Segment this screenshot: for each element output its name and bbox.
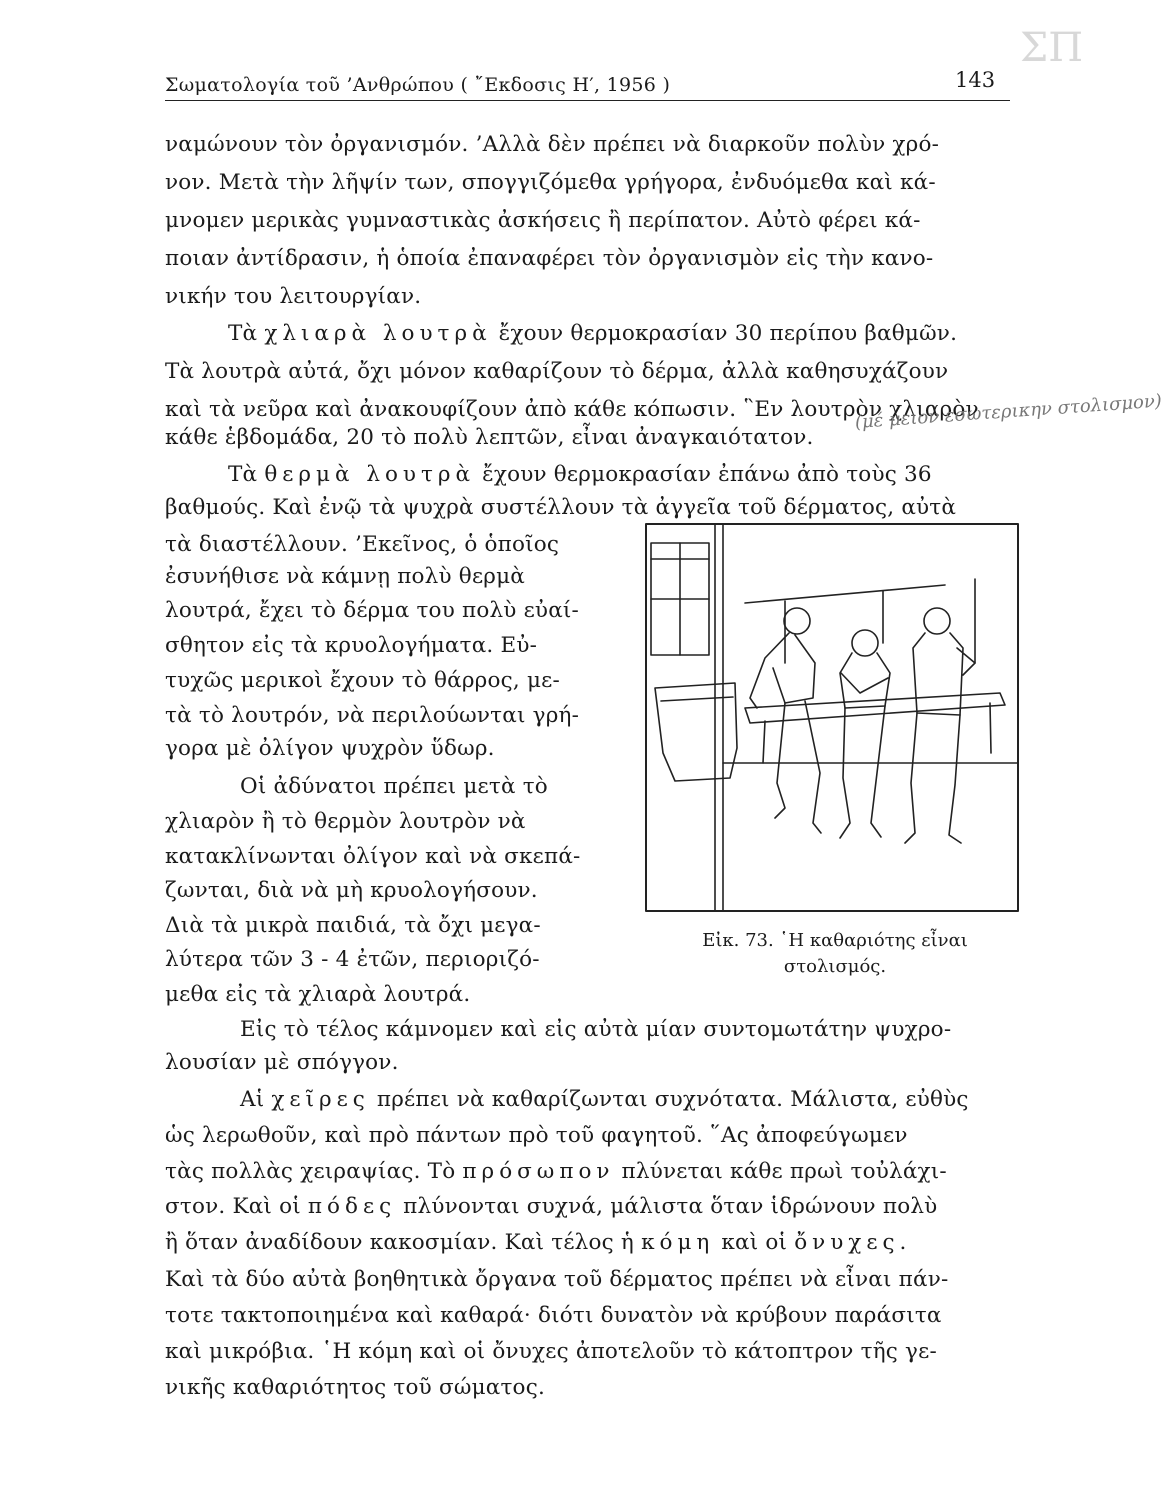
text-run: πλύνονται συχνά, μάλιστα ὅταν ἱδρώνουν πολὺ: [403, 1194, 938, 1219]
text-run: Τὰ: [228, 462, 258, 487]
text-line: κατακλίνωνται ὀλίγον καὶ νὰ σκεπά-: [165, 844, 581, 869]
spaced-term: πόδες: [307, 1194, 397, 1219]
text-line: [240, 1085, 969, 1115]
text-line: [165, 1192, 937, 1222]
text-line: τὰ διαστέλλουν. ’Εκεῖνος, ὁ ὁποῖος: [165, 532, 560, 557]
text-line: τυχῶς μερικοὶ ἔχουν τὸ θάρρος, με-: [165, 668, 560, 693]
text-line: νικῆς καθαριότητος τοῦ σώματος.: [165, 1375, 545, 1400]
text-line: σθητον εἰς τὰ κρυολογήματα. Εὐ-: [165, 633, 538, 658]
text-line: κάθε ἑβδομάδα, 20 τὸ πολὺ λεπτῶν, εἶναι ἀναγκαιότατον.: [165, 425, 814, 450]
corner-pencil-mark: ΣΠ: [1020, 25, 1084, 71]
text-line: [165, 1157, 947, 1187]
handwritten-margin-note: (μέ μειον εσωτερικην στολισμον): [854, 390, 1163, 433]
spaced-term: θερμὰ λουτρὰ: [264, 462, 476, 487]
text-line: νικήν του λειτουργίαν.: [165, 284, 422, 309]
text-line: Τὰ λουτρὰ αὐτά, ὄχι μόνον καθαρίζουν τὸ δέρμα, ἀλλὰ καθησυχάζουν: [165, 359, 949, 384]
text-line: ζωνται, διὰ νὰ μὴ κρυολογήσουν.: [165, 878, 538, 903]
text-line: λουσίαν μὲ σπόγγον.: [165, 1050, 399, 1075]
spaced-term: χλιαρὰ λουτρὰ: [264, 321, 492, 346]
text-run: Τὰ: [228, 321, 258, 346]
caption-line: στολισμός.: [783, 956, 887, 977]
text-run: Αἱ: [240, 1087, 265, 1112]
figure-caption: [670, 928, 1000, 980]
text-line: βαθμούς. Καὶ ἐνῷ τὰ ψυχρὰ συστέλλουν τὰ ἀγγεῖα τοῦ δέρματος, αὐτὰ: [165, 495, 957, 520]
text-line: χλιαρὸν ἢ τὸ θερμὸν λουτρὸν νὰ: [165, 809, 526, 834]
caption-line: Εἰκ. 73. ῾Η καθαριότης εἶναι: [702, 930, 968, 951]
text-run: ἔχουν θερμοκρασίαν ἐπάνω ἀπὸ τοὺς 36: [482, 462, 932, 487]
text-line: τοτε τακτοποιημένα καὶ καθαρά· διότι δυνατὸν νὰ κρύβουν παράσιτα: [165, 1303, 942, 1328]
text-line: Εἰς τὸ τέλος κάμνομεν καὶ εἰς αὐτὰ μίαν συντομωτάτην ψυχρο-: [240, 1017, 952, 1042]
text-line: ἐσυνήθισε νὰ κάμνῃ πολὺ θερμὰ: [165, 564, 526, 589]
spaced-term: ὄνυχες.: [794, 1230, 912, 1255]
text-line: Οἱ ἀδύνατοι πρέπει μετὰ τὸ: [240, 774, 548, 799]
text-line: [165, 1228, 911, 1258]
spaced-term: κόμη: [641, 1230, 715, 1255]
text-line: [228, 460, 932, 490]
text-run: στον. Καὶ οἱ: [165, 1194, 301, 1219]
spaced-term: χεῖρες: [271, 1087, 370, 1112]
text-line: [228, 319, 957, 349]
text-line: Διὰ τὰ μικρὰ παιδιά, τὰ ὄχι μεγα-: [165, 913, 541, 938]
text-run: τὰς πολλὰς χειραψίας. Τὸ: [165, 1159, 456, 1184]
text-line: τὰ τὸ λουτρόν, νὰ περιλούωνται γρή-: [165, 703, 580, 728]
text-line: γορα μὲ ὀλίγον ψυχρὸν ὕδωρ.: [165, 736, 495, 761]
text-run: πλύνεται κάθε πρωὶ τοὐλάχι-: [621, 1159, 947, 1184]
washroom-illustration: [645, 523, 1020, 913]
spaced-term: πρόσωπον: [462, 1159, 615, 1184]
text-line: λουτρά, ἔχει τὸ δέρμα του πολὺ εὐαί-: [165, 598, 580, 623]
text-line: ναμώνουν τὸν ὀργανισμόν. ’Αλλὰ δὲν πρέπει νὰ διαρκοῦν πολὺν χρό-: [165, 132, 940, 157]
page-number: 143: [955, 68, 996, 92]
text-line: νον. Μετὰ τὴν λῆψίν των, σπογγιζόμεθα γρήγορα, ἐνδυόμεθα καὶ κά-: [165, 170, 936, 195]
text-run: πρέπει νὰ καθαρίζωνται συχνότατα. Μάλιστα, εὐθὺς: [376, 1087, 969, 1112]
text-line: ὡς λερωθοῦν, καὶ πρὸ πάντων πρὸ τοῦ φαγητοῦ. ῞Ας ἀποφεύγωμεν: [165, 1123, 908, 1148]
text-line: λύτερα τῶν 3 - 4 ἐτῶν, περιοριζό-: [165, 947, 540, 972]
text-run: καὶ οἱ: [721, 1230, 788, 1255]
text-line: ποιαν ἀντίδρασιν, ἡ ὁποία ἐπαναφέρει τὸν ὀργανισμὸν εἰς τὴν κανο-: [165, 246, 934, 271]
text-line: καὶ μικρόβια. ῾Η κόμη καὶ οἱ ὄνυχες ἀποτελοῦν τὸ κάτοπτρον τῆς γε-: [165, 1339, 937, 1364]
text-line: Καὶ τὰ δύο αὐτὰ βοηθητικὰ ὄργανα τοῦ δέρματος πρέπει νὰ εἶναι πάν-: [165, 1267, 949, 1292]
running-header-title: Σωματολογία τοῦ ’Ανθρώπου ( ῎Εκδοσις Η′, 1956 ): [165, 74, 671, 96]
header-rule: [165, 100, 1010, 101]
text-line: καὶ τὰ νεῦρα καὶ ἀνακουφίζουν ἀπὸ κάθε κόπωσιν. ῝Εν λουτρὸν χλιαρὸν: [165, 397, 979, 422]
text-run: ἢ ὅταν ἀναδίδουν κακοσμίαν. Καὶ τέλος ἡ: [165, 1230, 635, 1255]
text-line: μεθα εἰς τὰ χλιαρὰ λουτρά.: [165, 982, 471, 1007]
text-run: ἔχουν θερμοκρασίαν 30 περίπου βαθμῶν.: [498, 321, 958, 346]
text-line: μνομεν μερικὰς γυμναστικὰς ἀσκήσεις ἢ περίπατον. Αὐτὸ φέρει κά-: [165, 208, 921, 233]
